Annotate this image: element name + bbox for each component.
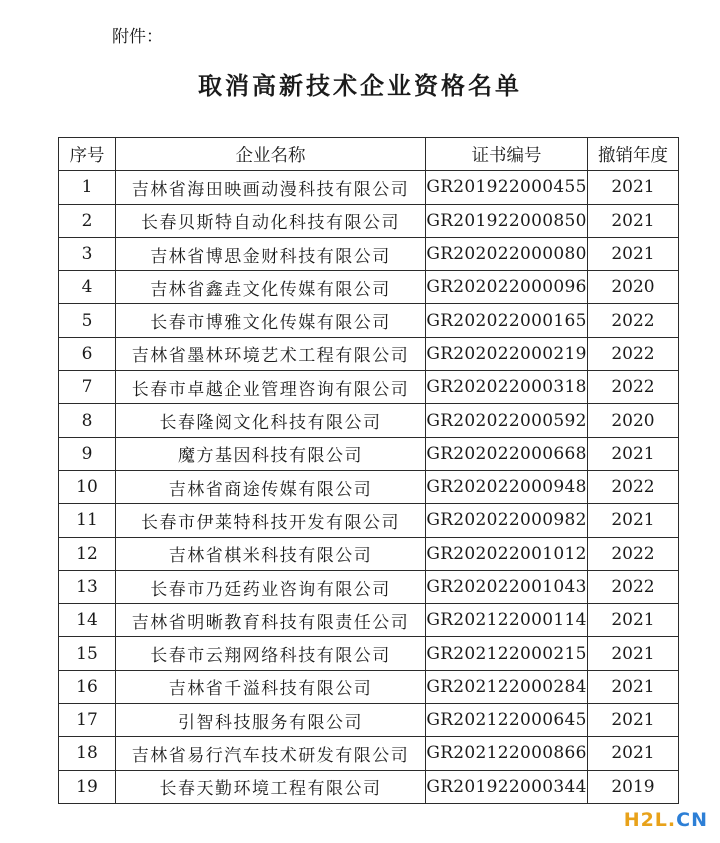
cell-cert-number: GR202122000284	[426, 670, 588, 703]
cell-no: 15	[59, 637, 116, 670]
cell-no: 17	[59, 704, 116, 737]
cell-cert-number: GR202022000080	[426, 237, 588, 270]
cell-company-name: 长春市乃廷药业咨询有限公司	[116, 570, 426, 603]
header-revoke-year: 撤销年度	[588, 138, 679, 171]
cell-company-name: 吉林省易行汽车技术研发有限公司	[116, 737, 426, 770]
cell-no: 19	[59, 770, 116, 803]
cell-cert-number: GR201922000455	[426, 171, 588, 204]
cell-revoke-year: 2022	[588, 570, 679, 603]
cell-revoke-year: 2020	[588, 404, 679, 437]
cell-company-name: 吉林省明晰教育科技有限责任公司	[116, 604, 426, 637]
cell-cert-number: GR202022001012	[426, 537, 588, 570]
table-body	[59, 171, 679, 804]
cell-company-name: 长春隆阅文化科技有限公司	[116, 404, 426, 437]
cell-cert-number: GR202122000645	[426, 704, 588, 737]
table-row	[59, 737, 679, 770]
cell-no: 3	[59, 237, 116, 270]
cell-no: 2	[59, 204, 116, 237]
cell-revoke-year: 2022	[588, 304, 679, 337]
cell-cert-number: GR202122000866	[426, 737, 588, 770]
site-watermark	[624, 809, 708, 831]
header-no: 序号	[59, 138, 116, 171]
table-row	[59, 304, 679, 337]
cell-company-name: 长春市伊莱特科技开发有限公司	[116, 504, 426, 537]
table-row	[59, 404, 679, 437]
cell-no: 11	[59, 504, 116, 537]
cell-company-name: 魔方基因科技有限公司	[116, 437, 426, 470]
cell-company-name: 引智科技服务有限公司	[116, 704, 426, 737]
cell-no: 9	[59, 437, 116, 470]
table-row	[59, 171, 679, 204]
cell-revoke-year: 2021	[588, 604, 679, 637]
table-row	[59, 570, 679, 603]
cell-no: 6	[59, 337, 116, 370]
header-company-name: 企业名称	[116, 138, 426, 171]
cell-no: 14	[59, 604, 116, 637]
cell-revoke-year: 2022	[588, 537, 679, 570]
table-row	[59, 371, 679, 404]
cell-no: 12	[59, 537, 116, 570]
table-row	[59, 637, 679, 670]
cell-company-name: 吉林省海田映画动漫科技有限公司	[116, 171, 426, 204]
table-row	[59, 337, 679, 370]
cell-company-name: 吉林省墨林环境艺术工程有限公司	[116, 337, 426, 370]
cell-revoke-year: 2019	[588, 770, 679, 803]
cell-revoke-year: 2022	[588, 371, 679, 404]
cell-cert-number: GR202022000948	[426, 470, 588, 503]
cell-company-name: 长春贝斯特自动化科技有限公司	[116, 204, 426, 237]
table-row	[59, 470, 679, 503]
revocation-table	[58, 137, 679, 804]
page-title: 取消高新技术企业资格名单	[198, 72, 522, 100]
cell-company-name: 长春天勤环境工程有限公司	[116, 770, 426, 803]
table-row	[59, 237, 679, 270]
cell-no: 18	[59, 737, 116, 770]
cell-no: 7	[59, 371, 116, 404]
cell-company-name: 吉林省商途传媒有限公司	[116, 470, 426, 503]
table-row	[59, 204, 679, 237]
table-row	[59, 670, 679, 703]
cell-company-name: 吉林省千溢科技有限公司	[116, 670, 426, 703]
cell-cert-number: GR202022000592	[426, 404, 588, 437]
cell-revoke-year: 2022	[588, 470, 679, 503]
table-row	[59, 537, 679, 570]
cell-cert-number: GR201922000850	[426, 204, 588, 237]
cell-cert-number: GR202022000668	[426, 437, 588, 470]
cell-company-name: 长春市云翔网络科技有限公司	[116, 637, 426, 670]
table-row	[59, 271, 679, 304]
cell-company-name: 长春市卓越企业管理咨询有限公司	[116, 371, 426, 404]
cell-cert-number: GR202022000219	[426, 337, 588, 370]
cell-revoke-year: 2021	[588, 204, 679, 237]
cell-no: 16	[59, 670, 116, 703]
cell-revoke-year: 2021	[588, 171, 679, 204]
cell-no: 5	[59, 304, 116, 337]
table-header-row	[59, 138, 679, 171]
cell-cert-number: GR202022000096	[426, 271, 588, 304]
cell-cert-number: GR202022000165	[426, 304, 588, 337]
table-row	[59, 704, 679, 737]
cell-company-name: 吉林省棋米科技有限公司	[116, 537, 426, 570]
cell-cert-number: GR201922000344	[426, 770, 588, 803]
cell-no: 13	[59, 570, 116, 603]
cell-revoke-year: 2021	[588, 637, 679, 670]
cell-no: 8	[59, 404, 116, 437]
header-cert-number: 证书编号	[426, 138, 588, 171]
cell-revoke-year: 2021	[588, 437, 679, 470]
cell-revoke-year: 2021	[588, 504, 679, 537]
cell-cert-number: GR202122000114	[426, 604, 588, 637]
cell-no: 1	[59, 171, 116, 204]
watermark-dot: .	[667, 809, 677, 831]
table-row	[59, 604, 679, 637]
cell-cert-number: GR202022000982	[426, 504, 588, 537]
table-row	[59, 504, 679, 537]
cell-revoke-year: 2021	[588, 704, 679, 737]
cell-no: 4	[59, 271, 116, 304]
cell-revoke-year: 2021	[588, 237, 679, 270]
cell-company-name: 吉林省博思金财科技有限公司	[116, 237, 426, 270]
cell-cert-number: GR202022000318	[426, 371, 588, 404]
cell-cert-number: GR202122000215	[426, 637, 588, 670]
watermark-main: H2L	[623, 809, 668, 831]
table-row	[59, 770, 679, 803]
cell-revoke-year: 2022	[588, 337, 679, 370]
cell-revoke-year: 2021	[588, 670, 679, 703]
cell-cert-number: GR202022001043	[426, 570, 588, 603]
watermark-tld: CN	[676, 809, 708, 831]
cell-revoke-year: 2020	[588, 271, 679, 304]
cell-revoke-year: 2021	[588, 737, 679, 770]
cell-company-name: 吉林省鑫垚文化传媒有限公司	[116, 271, 426, 304]
table-row	[59, 437, 679, 470]
cell-no: 10	[59, 470, 116, 503]
attachment-label: 附件：	[112, 27, 163, 47]
cell-company-name: 长春市博雅文化传媒有限公司	[116, 304, 426, 337]
